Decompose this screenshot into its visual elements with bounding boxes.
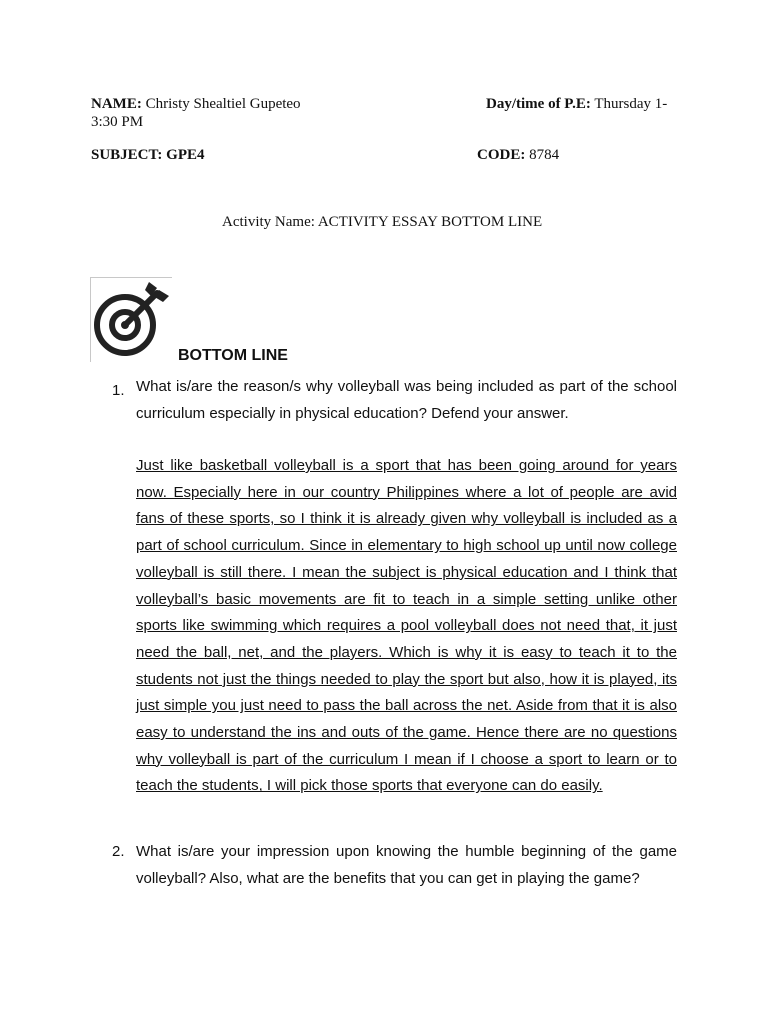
- question-2-text: What is/are your impression upon knowing the humble beginning of the game volleyball? Also, what are the benefits that you can get in playing the game?: [136, 843, 677, 887]
- question-1-answer: Just like basketball volleyball is a sport that has been going around for years now. Especially here in our country Philippines where a lot of people are avid fans of these sports, so I think it is already given why volleyball is included as a part of school curriculum. Since in elementary to high school up until now college volleyball is still there. I mean the subject is physical education and I think that volleyball’s basic movements are fit to teach in a simple setting unlike other sports like swimming which requires a pool volleyball does not need that, it just need the ball, net, and the players. Which is why it is easy to teach it to the students not just the things needed to play the sport but also, how it is played, its just simple you just need to pass the ball across the net. Aside from that it is also easy to understand the ins and outs of the game. Hence there are no questions why volleyball is part of the curriculum I mean if I choose a sport to learn or to teach the students, I will pick those sports that everyone can do easily.: [136, 457, 677, 795]
- subject-label: SUBJECT: GPE4: [91, 147, 205, 163]
- day-time-value: Thursday 1-: [590, 96, 668, 112]
- target-arrow-icon: [90, 277, 172, 362]
- question-1-number: 1.: [112, 382, 125, 399]
- activity-name: [222, 212, 542, 232]
- code-value: 8784: [525, 147, 560, 163]
- name-line: [91, 94, 301, 114]
- code-line: [477, 145, 559, 165]
- section-title: BOTTOM LINE: [178, 347, 288, 364]
- code-label: CODE:: [477, 147, 526, 163]
- activity-value: ACTIVITY ESSAY BOTTOM LINE: [317, 214, 543, 230]
- day-time-continued: 3:30 PM: [91, 114, 144, 130]
- name-label: NAME:: [91, 96, 142, 112]
- question-2-number: 2.: [112, 843, 125, 860]
- day-time-label: Day/time of P.E:: [486, 96, 591, 112]
- activity-label: Activity Name:: [222, 214, 318, 230]
- name-value: Christy Shealtiel Gupeteo: [141, 96, 301, 112]
- question-1-text: What is/are the reason/s why volleyball was being included as part of the school curriculum especially in physical education? Defend your answer.: [136, 378, 677, 422]
- day-time-line: [486, 94, 667, 114]
- subject-line: [91, 145, 205, 165]
